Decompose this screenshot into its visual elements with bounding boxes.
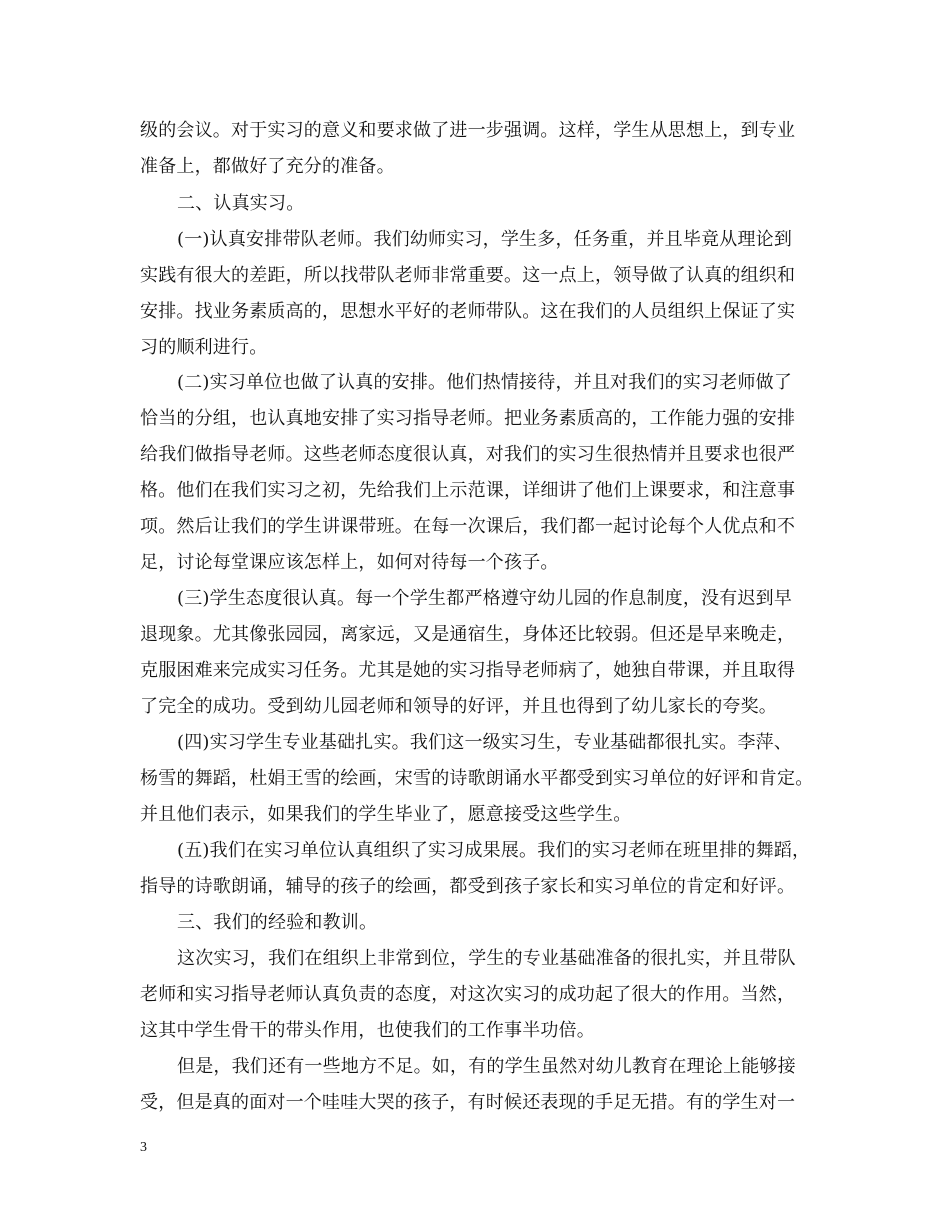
text-line: 老师和实习指导老师认真负责的态度，对这次实习的成功起了很大的作用。当然， <box>140 984 796 1005</box>
text-line: 准备上，都做好了充分的准备。 <box>140 156 395 177</box>
text-line: 足，讨论每堂课应该怎样上，如何对待每一个孩子。 <box>140 552 559 573</box>
text-line: (一)认真安排带队老师。我们幼师实习，学生多，任务重，并且毕竟从理论到 <box>177 229 793 250</box>
text-line: (五)我们在实习单位认真组织了实习成果展。我们的实习老师在班里排的舞蹈， <box>177 840 811 861</box>
section-heading: 二、认真实习。 <box>177 193 305 214</box>
text-line: 克服困难来完成实习任务。尤其是她的实习指导老师病了，她独自带课，并且取得 <box>140 660 796 681</box>
text-line: 格。他们在我们实习之初，先给我们上示范课，详细讲了他们上课要求，和注意事 <box>140 480 796 501</box>
text-line: 项。然后让我们的学生讲课带班。在每一次课后，我们都一起讨论每个人优点和不 <box>140 516 796 537</box>
text-line: (二)实习单位也做了认真的安排。他们热情接待，并且对我们的实习老师做了 <box>177 372 793 393</box>
text-line: 给我们做指导老师。这些老师态度很认真，对我们的实习生很热情并且要求也很严 <box>140 444 796 465</box>
text-line: 实践有很大的差距，所以找带队老师非常重要。这一点上，领导做了认真的组织和 <box>140 265 796 286</box>
text-line: 级的会议。对于实习的意义和要求做了进一步强调。这样，学生从思想上，到专业 <box>140 120 796 141</box>
text-line: 恰当的分组，也认真地安排了实习指导老师。把业务素质高的，工作能力强的安排 <box>140 408 796 429</box>
text-line: 退现象。尤其像张园园，离家远，又是通宿生，身体还比较弱。但还是早来晚走， <box>140 624 796 645</box>
text-line: 这其中学生骨干的带头作用，也使我们的工作事半功倍。 <box>140 1020 595 1041</box>
page-number: 3 <box>140 1140 147 1155</box>
text-line: 了完全的成功。受到幼儿园老师和领导的好评，并且也得到了幼儿家长的夸奖。 <box>140 696 777 717</box>
text-line: 指导的诗歌朗诵，辅导的孩子的绘画，都受到孩子家长和实习单位的肯定和好评。 <box>140 876 796 897</box>
text-line: 习的顺利进行。 <box>140 337 268 358</box>
text-line: (三)学生态度很认真。每一个学生都严格遵守幼儿园的作息制度，没有迟到早 <box>177 588 793 609</box>
text-line: 但是，我们还有一些地方不足。如，有的学生虽然对幼儿教育在理论上能够接 <box>177 1056 796 1077</box>
section-heading: 三、我们的经验和教训。 <box>177 912 378 933</box>
text-line: 这次实习，我们在组织上非常到位，学生的专业基础准备的很扎实，并且带队 <box>177 948 796 969</box>
text-line: 并且他们表示，如果我们的学生毕业了，愿意接受这些学生。 <box>140 804 632 825</box>
text-line: 杨雪的舞蹈，杜娟王雪的绘画，宋雪的诗歌朗诵水平都受到实习单位的好评和肯定。 <box>140 768 814 789</box>
text-line: (四)实习学生专业基础扎实。我们这一级实习生，专业基础都很扎实。李萍、 <box>177 732 793 753</box>
text-line: 受，但是真的面对一个哇哇大哭的孩子，有时候还表现的手足无措。有的学生对一 <box>140 1092 796 1113</box>
text-line: 安排。找业务素质高的，思想水平好的老师带队。这在我们的人员组织上保证了实 <box>140 301 796 322</box>
